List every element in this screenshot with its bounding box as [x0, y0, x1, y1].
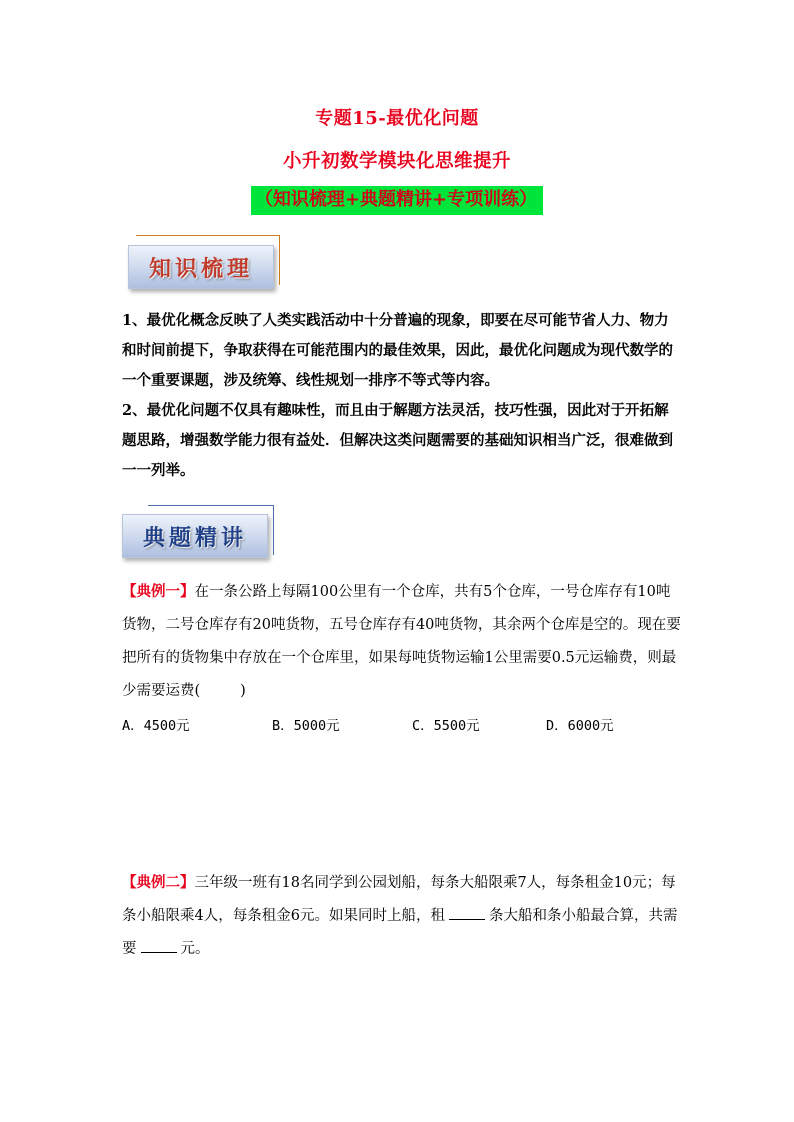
section-tag-examples	[122, 505, 282, 565]
answer-paren-close: )	[240, 683, 246, 699]
document-title: 专题15-最优化问题	[315, 108, 479, 129]
example-2-text-b: 条大船和条小船最合算，共需要	[122, 908, 678, 957]
example-2-lead: 【典例二】	[122, 874, 195, 891]
example-1-lead: 【典例一】	[122, 583, 195, 600]
option-a: A．4500元	[122, 718, 190, 734]
tag-plate	[128, 245, 274, 289]
tag-plate	[122, 514, 268, 558]
option-b: B．5000元	[272, 718, 340, 734]
knowledge-point-1: 1、最优化概念反映了人类实践活动中十分普遍的现象，即要在尽可能节省人力、物力和时间前提下，争取获得在可能范围内的最佳效果，因此，最优化问题成为现代数学的一个重要课题，涉及统筹、线性规划一排序不等式等内容。	[122, 312, 673, 389]
example-1	[122, 575, 682, 708]
knowledge-point-2: 2、最优化问题不仅具有趣味性，而且由于解题方法灵活，技巧性强，因此对于开拓解题思路，增强数学能力很有益处．但解决这类问题需要的基础知识相当广泛，很难做到一一列举。	[122, 402, 673, 479]
example-2	[122, 866, 682, 966]
section-tag-knowledge	[128, 235, 288, 295]
tagline-wrap	[0, 186, 794, 215]
document-tagline: （知识梳理+典题精讲+专项训练）	[251, 186, 543, 215]
section-label-examples: 典题精讲	[142, 524, 247, 551]
example-1-text: 在一条公路上每隔100公里有一个仓库，共有5个仓库，一号仓库存有10吨货物，二号仓库存有20吨货物，五号仓库存有40吨货物，其余两个仓库是空的。现在要把所有的货物集中存放在一个仓库里，如果每吨货物运输1公里需要0.5元运输费，则最少需要运费	[122, 584, 681, 699]
answer-paren-open: (	[194, 683, 201, 699]
document-subtitle: 小升初数学模块化思维提升	[282, 151, 511, 172]
option-d: D．6000元	[546, 718, 614, 734]
section-label-knowledge: 知识梳理	[148, 255, 253, 282]
knowledge-paragraphs	[122, 306, 682, 486]
example-2-text-a: 三年级一班有18名同学到公园划船，每条大船限乘7人，每条租金10元；每条小船限乘4人，每条租金6元。如果同时上船，租	[122, 875, 676, 924]
option-c: C．5500元	[412, 718, 480, 734]
example-2-text-c: 元。	[180, 941, 210, 957]
example-1-options	[122, 714, 682, 738]
answer-blank-1	[449, 905, 485, 920]
answer-blank-2	[141, 938, 177, 953]
